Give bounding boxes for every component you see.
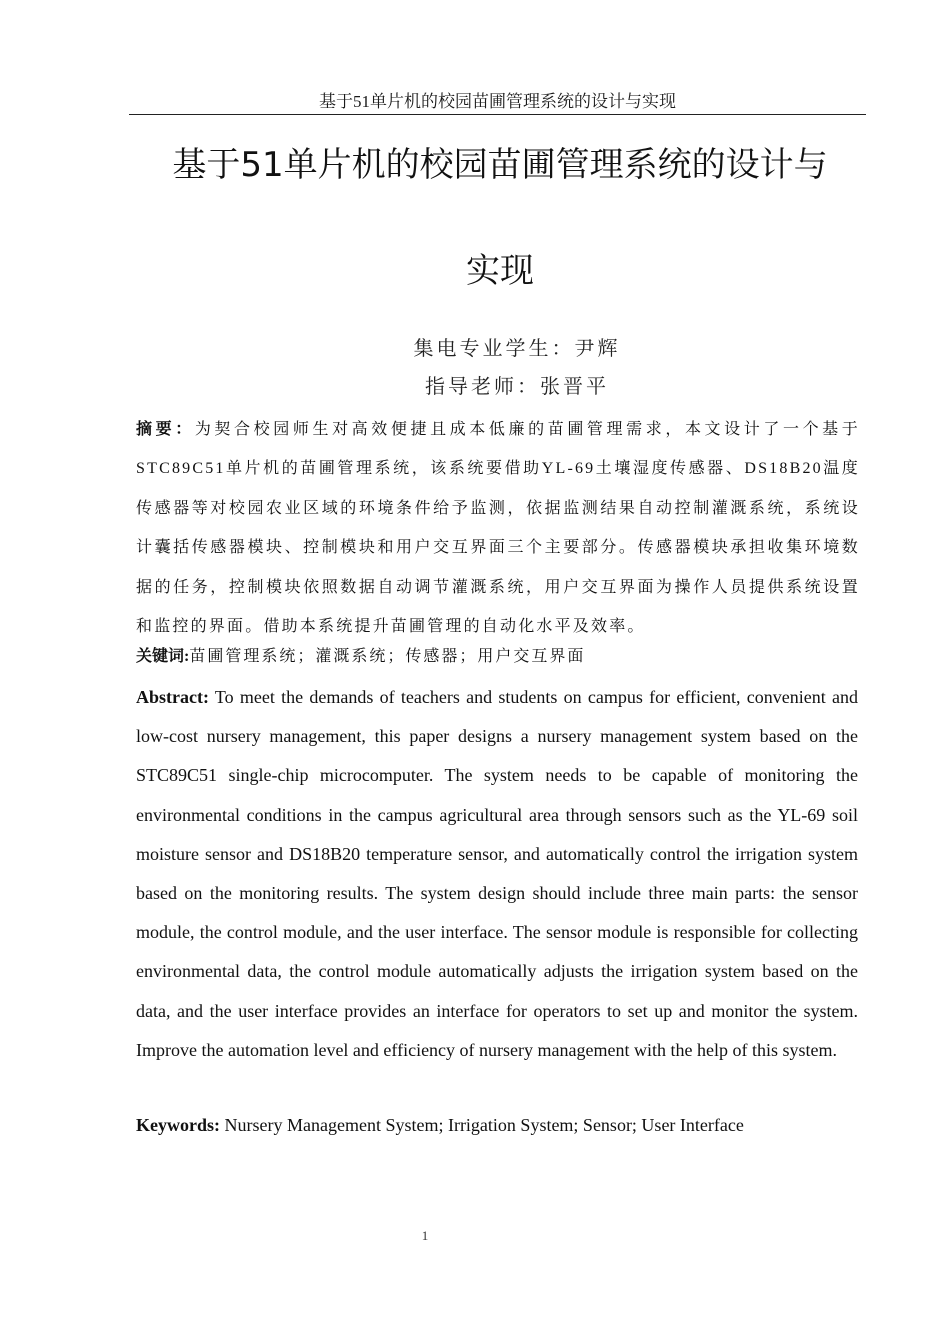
english-keywords-label: Keywords:	[136, 1115, 220, 1135]
author-advisor: 指导老师：张晋平	[425, 374, 609, 398]
header-divider	[129, 114, 866, 115]
chinese-keywords-label: 关键词:	[136, 648, 190, 665]
chinese-abstract	[136, 410, 860, 646]
running-header: 基于51单片机的校园苗圃管理系统的设计与实现	[319, 92, 676, 111]
paper-title-line-2: 实现	[466, 251, 534, 291]
english-keywords	[136, 1110, 858, 1140]
author-student: 集电专业学生：尹辉	[413, 336, 621, 360]
english-abstract-label: Abstract:	[136, 687, 209, 707]
chinese-abstract-label: 摘要：	[136, 421, 195, 438]
english-keywords-text: Nursery Management System; Irrigation System; Sensor; User Interface	[220, 1115, 744, 1135]
chinese-abstract-text: 为契合校园师生对高效便捷且成本低廉的苗圃管理需求，本文设计了一个基于STC89C51单片机的苗圃管理系统，该系统要借助YL-69土壤湿度传感器、DS18B20温度传感器等对校园农业区域的环境条件给予监测，依据监测结果自动控制灌溉系统，系统设计囊括传感器模块、控制模块和用户交互界面三个主要部分。传感器模块承担收集环境数据的任务，控制模块依照数据自动调节灌溉系统，用户交互界面为操作人员提供系统设置和监控的界面。借助本系统提升苗圃管理的自动化水平及效率。	[136, 421, 860, 636]
english-abstract	[136, 678, 858, 1070]
paper-title-line-1: 基于51单片机的校园苗圃管理系统的设计与	[172, 145, 828, 185]
chinese-keywords	[136, 642, 860, 672]
chinese-keywords-text: 苗圃管理系统；灌溉系统；传感器；用户交互界面	[189, 648, 586, 665]
english-abstract-text: To meet the demands of teachers and students on campus for efficient, convenient and low-cost nursery management, this paper designs a nursery management system based on the STC89C51 single-chip microcomputer. The system needs to be capable of monitoring the environmental conditions in the campus agricultural area through sensors such as the YL-69 soil moisture sensor and DS18B20 temperature sensor, and automatically control the irrigation system based on the monitoring results. The system design should include three main parts: the sensor module, the control module, and the user interface. The sensor module is responsible for collecting environmental data, the control module automatically adjusts the irrigation system based on the data, and the user interface provides an interface for operators to set up and monitor the system. Improve the automation level and efficiency of nursery management with the help of this system.	[136, 687, 858, 1060]
page-number: 1	[421, 1228, 429, 1243]
